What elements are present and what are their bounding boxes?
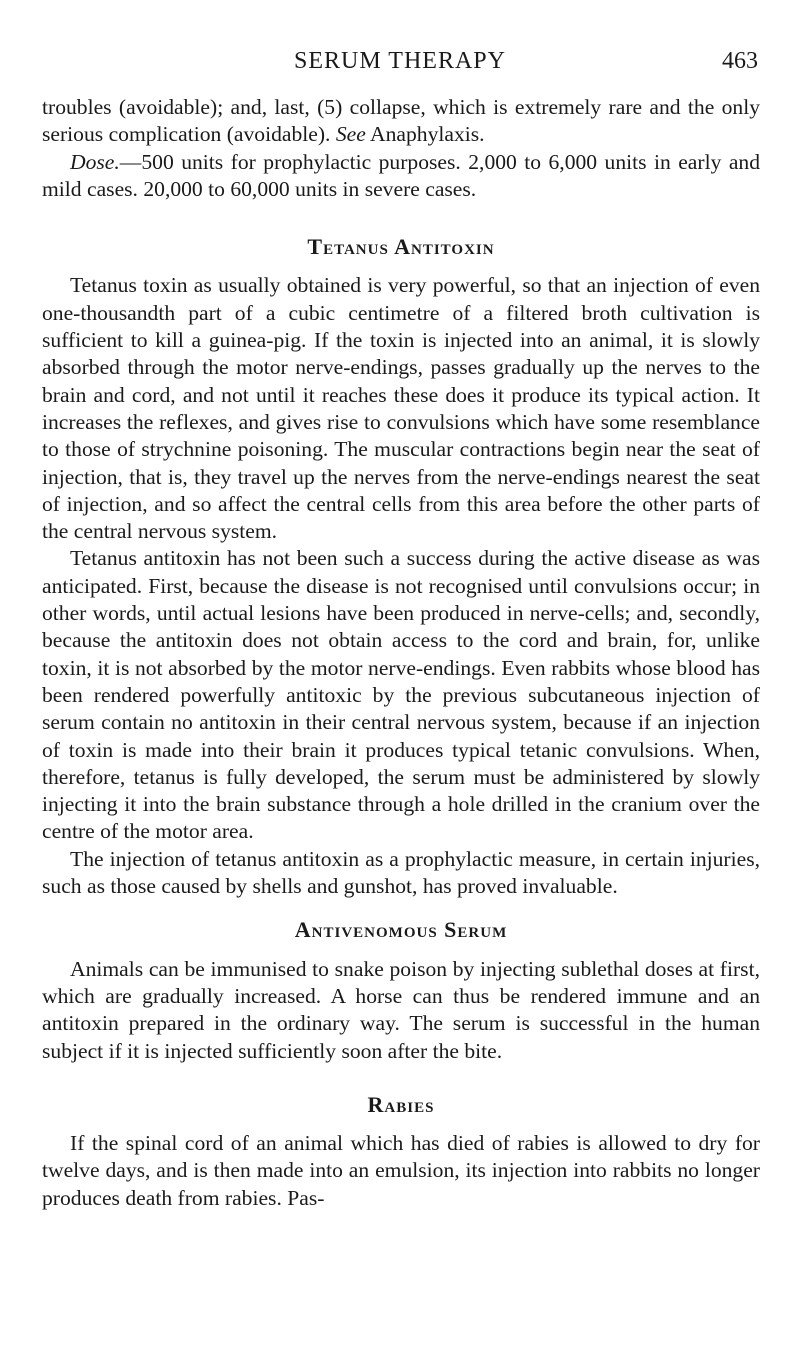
section-heading-antivenomous: Antivenomous Serum — [294, 917, 508, 943]
paragraph-tetanus-prophylactic: The injection of tetanus antitoxin as a prophylactic measure, in certain injuries, such as those caused by shells and gunshot, has proved invaluable. — [42, 846, 760, 899]
page-number: 463 — [722, 48, 758, 74]
complications-text: troubles (avoidable); and, last, (5) collapse, which is extremely rare and the only serious complication (avoidable). — [42, 95, 760, 147]
page-header — [40, 48, 760, 80]
page-body — [42, 94, 760, 1212]
paragraph-antivenomous: Animals can be immunised to snake poison by injecting sublethal doses at first, which are gradually increased. A horse can thus be rendered immune and an antitoxin prepared in the ordinary way. The serum is successful in the human subject if it is injected sufficiently soon after the bite. — [42, 956, 760, 1063]
paragraph-tetanus-toxin: Tetanus toxin as usually obtained is very powerful, so that an injection of even one-thousandth part of a cubic centimetre of a filtered broth cultivation is sufficient to kill a guinea-pig. If the toxin is injected into an animal, it is slowly absorbed through the motor nerve-endings, passes gradually up the nerves to the brain and cord, and not until it reaches these does it produce its typical action. It increases the reflexes, and gives rise to convulsions which have some resemblance to those of strychnine poisoning. The muscular contractions begin near the seat of injection, that is, they travel up the nerves from the nerve-endings nearest the seat of injection, and so affect the central cells from this area before the other parts of the central nervous system. — [42, 273, 760, 544]
cross-reference: Anaphylaxis. — [370, 122, 485, 147]
section-heading-rabies: Rabies — [367, 1091, 435, 1117]
dose-label: Dose. — [70, 149, 120, 174]
paragraph-dose — [42, 149, 760, 204]
paragraph-complications — [42, 94, 760, 149]
paragraph-rabies: If the spinal cord of an animal which has died of rabies is allowed to dry for twelve days, and is then made into an emulsion, its injection into rabbits no longer produces death from rabies. Pas- — [42, 1131, 760, 1210]
see-reference: See — [335, 122, 366, 147]
dose-text: —500 units for prophylactic purposes. 2,000 to 6,000 units in early and mild cases. 20,000 to 60,000 units in severe cases. — [42, 149, 760, 201]
paragraph-tetanus-antitoxin: Tetanus antitoxin has not been such a success during the active disease as was anticipated. First, because the disease is not recognised until convulsions occur; in other words, until actual lesions have been produced in nerve-cells; and, secondly, because the antitoxin does not obtain access to the cord and brain, for, unlike toxin, it is not absorbed by the motor nerve-endings. Even rabbits whose blood has been rendered powerfully antitoxic by the previous subcutaneous injection of serum contain no antitoxin in their central nervous system, because if an injection of toxin is made into their brain it produces typical tetanic convulsions. When, therefore, tetanus is fully developed, the serum must be administered by slowly injecting it into the brain substance through a hole drilled in the cranium over the centre of the motor area. — [42, 546, 760, 844]
running-head: SERUM THERAPY — [294, 48, 506, 74]
section-heading-tetanus: Tetanus Antitoxin — [307, 234, 495, 260]
